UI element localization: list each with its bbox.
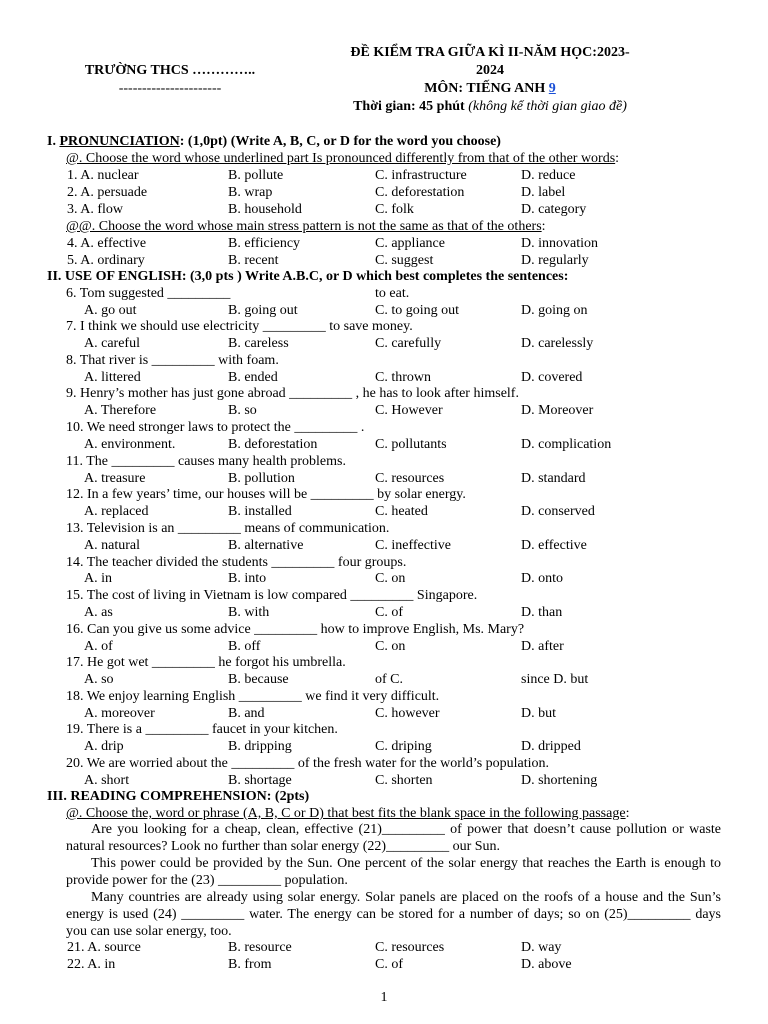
options-row	[0, 605, 768, 622]
option-a: 21. A. source	[67, 940, 141, 955]
option-c: C. driping	[375, 739, 432, 754]
passage-paragraph-1: Are you looking for a cheap, clean, effective (21)_________ of power that doesn’t cause pollution or waste natural resources? Look no further than solar energy (22)_________ our Sun.	[66, 822, 721, 854]
option-a: A. as	[84, 605, 113, 620]
option-d: D. after	[521, 639, 564, 654]
option-a: A. in	[84, 571, 112, 586]
option-b: B. alternative	[228, 538, 304, 553]
exam-title-line2: 2024	[476, 63, 504, 78]
option-c: of C.	[375, 672, 403, 687]
options-row	[0, 940, 768, 957]
option-d: D. effective	[521, 538, 587, 553]
question-stem	[0, 286, 768, 303]
option-b: B. recent	[228, 253, 279, 268]
options-row	[0, 303, 768, 320]
option-b: B. pollution	[228, 471, 295, 486]
option-d: D. regularly	[521, 253, 589, 268]
option-a: A. littered	[84, 370, 141, 385]
time-note: (không kể thời gian giao đề)	[468, 99, 627, 114]
question-stem	[0, 588, 768, 605]
section-1-instruction-1	[66, 151, 619, 168]
option-a: A. of	[84, 639, 113, 654]
option-b: B. household	[228, 202, 302, 217]
question-row	[0, 202, 768, 219]
option-a: A. go out	[84, 303, 137, 318]
option-c: C. however	[375, 706, 440, 721]
instr-2-text: @@. Choose the word whose main stress pattern is not the same as that of the others	[66, 219, 542, 234]
instr-1-text: @. Choose the word whose underlined part Is pronounced differently from that of the other words	[66, 151, 616, 166]
question-stem	[0, 420, 768, 437]
section-1-num: I.	[47, 134, 60, 149]
option-d: D. shortening	[521, 773, 598, 788]
options-row	[0, 571, 768, 588]
option-c: C. on	[375, 571, 406, 586]
question-stem	[0, 487, 768, 504]
option-a: A. moreover	[84, 706, 155, 721]
option-c: C. appliance	[375, 236, 445, 251]
question-stem	[0, 722, 768, 739]
question-12: 12. In a few years’ time, our houses will be _________ by solar energy.	[66, 487, 466, 502]
option-d: D. covered	[521, 370, 583, 385]
options-row	[0, 706, 768, 723]
option-a: A. careful	[84, 336, 140, 351]
option-c: C. ineffective	[375, 538, 451, 553]
option-b: B. and	[228, 706, 265, 721]
options-row	[0, 370, 768, 387]
option-a: 22. A. in	[67, 957, 116, 972]
option-a: 1. A. nuclear	[67, 168, 139, 183]
option-d: D. reduce	[521, 168, 576, 183]
options-row	[0, 437, 768, 454]
question-stem	[0, 756, 768, 773]
question-row	[0, 168, 768, 185]
option-a: A. Therefore	[84, 403, 157, 418]
question-stem	[0, 655, 768, 672]
option-c: C. However	[375, 403, 443, 418]
question-stem	[0, 521, 768, 538]
option-c: C. deforestation	[375, 185, 465, 200]
question-16: 16. Can you give us some advice _________ how to improve English, Ms. Mary?	[66, 622, 525, 637]
option-c: C. of	[375, 605, 403, 620]
subject-line	[300, 81, 680, 98]
option-a: A. environment.	[84, 437, 176, 452]
option-d: D. conserved	[521, 504, 595, 519]
question-6: 6. Tom suggested _________	[66, 286, 231, 301]
options-row	[0, 672, 768, 689]
option-d: D. standard	[521, 471, 586, 486]
section-3-instruction	[66, 806, 629, 823]
question-row	[0, 185, 768, 202]
section-3-title: III. READING COMPREHENSION: (2pts)	[47, 789, 310, 804]
instr-3-text: @. Choose the, word or phrase (A, B, C or D) that best fits the blank space in the following passage	[66, 806, 626, 821]
question-stem	[0, 689, 768, 706]
option-b: B. going out	[228, 303, 298, 318]
exam-title-line1: ĐỀ KIỂM TRA GIỮA KÌ II-NĂM HỌC:2023-	[350, 45, 630, 60]
options-row	[0, 739, 768, 756]
option-b: B. so	[228, 403, 257, 418]
option-c: C. resources	[375, 940, 445, 955]
option-c: C. to going out	[375, 303, 460, 318]
option-d: D. than	[521, 605, 563, 620]
question-stem	[0, 454, 768, 471]
option-b: B. wrap	[228, 185, 273, 200]
school-line: ----------------------	[118, 81, 222, 96]
option-c: C. on	[375, 639, 406, 654]
question-stem	[0, 622, 768, 639]
option-b: B. off	[228, 639, 261, 654]
question-9: 9. Henry’s mother has just gone abroad _________ , he has to look after himself.	[66, 386, 519, 401]
option-c: C. shorten	[375, 773, 433, 788]
option-b: B. ended	[228, 370, 278, 385]
option-a: A. drip	[84, 739, 124, 754]
option-c: C. resources	[375, 471, 445, 486]
option-d: D. but	[521, 706, 556, 721]
question-7: 7. I think we should use electricity _________ to save money.	[66, 319, 413, 334]
option-b: B. into	[228, 571, 267, 586]
option-b: B. installed	[228, 504, 292, 519]
question-13: 13. Television is an _________ means of communication.	[66, 521, 390, 536]
question-10: 10. We need stronger laws to protect the _________ .	[66, 420, 365, 435]
section-1-heading: PRONUNCIATION	[59, 134, 180, 149]
option-d: D. Moreover	[521, 403, 594, 418]
question-stem	[0, 386, 768, 403]
option-b: B. shortage	[228, 773, 292, 788]
options-row	[0, 504, 768, 521]
options-row	[0, 336, 768, 353]
option-b: B. because	[228, 672, 289, 687]
option-d: D. above	[521, 957, 572, 972]
option-b: B. with	[228, 605, 270, 620]
question-stem	[0, 319, 768, 336]
option-c: C. folk	[375, 202, 414, 217]
option-b: B. efficiency	[228, 236, 301, 251]
options-row	[0, 471, 768, 488]
option-d: D. going on	[521, 303, 588, 318]
question-20: 20. We are worried about the _________ of the fresh water for the world’s population.	[66, 756, 550, 771]
question-stem	[0, 353, 768, 370]
question-8: 8. That river is _________ with foam.	[66, 353, 279, 368]
question-17: 17. He got wet _________ he forgot his umbrella.	[66, 655, 346, 670]
option-d: D. label	[521, 185, 566, 200]
option-c: C. suggest	[375, 253, 434, 268]
question-6-end: to eat.	[375, 286, 410, 301]
option-c: C. infrastructure	[375, 168, 467, 183]
option-a: A. short	[84, 773, 130, 788]
section-1-rest: : (1,0pt) (Write A, B, C, or D for the word you choose)	[179, 134, 501, 149]
option-d: D. way	[521, 940, 562, 955]
option-c: C. pollutants	[375, 437, 447, 452]
instr-1-end: :	[615, 151, 620, 166]
option-b: B. pollute	[228, 168, 284, 183]
option-c: C. thrown	[375, 370, 431, 385]
option-d: since D. but	[521, 672, 589, 687]
passage-paragraph-3: Many countries are already using solar energy. Solar panels are placed on the roofs of a house and the Sun’s energy is used (24) _________ water. The energy can be stored for a number of days; so on (25)_________ days you can use solar energy, too.	[66, 890, 721, 939]
question-14: 14. The teacher divided the students _________ four groups.	[66, 555, 407, 570]
option-a: A. treasure	[84, 471, 146, 486]
question-row	[0, 253, 768, 270]
question-11: 11. The _________ causes many health problems.	[66, 454, 346, 469]
option-b: B. from	[228, 957, 272, 972]
option-a: A. replaced	[84, 504, 149, 519]
question-15: 15. The cost of living in Vietnam is low compared _________ Singapore.	[66, 588, 478, 603]
question-stem	[0, 555, 768, 572]
time-line	[300, 99, 680, 116]
grade-link[interactable]: 9	[548, 81, 556, 96]
option-d: D. onto	[521, 571, 563, 586]
school-name: TRƯỜNG THCS …………..	[84, 63, 256, 78]
option-d: D. innovation	[521, 236, 598, 251]
options-row	[0, 403, 768, 420]
option-b: B. resource	[228, 940, 292, 955]
passage-paragraph-2: This power could be provided by the Sun. One percent of the solar energy that reaches the Earth is enough to provide power for the (23) _________ population.	[66, 856, 721, 888]
options-row	[0, 538, 768, 555]
option-b: B. careless	[228, 336, 289, 351]
option-a: 5. A. ordinary	[67, 253, 145, 268]
option-c: C. carefully	[375, 336, 442, 351]
options-row	[0, 957, 768, 974]
question-18: 18. We enjoy learning English _________ we find it very difficult.	[66, 689, 440, 704]
option-a: A. natural	[84, 538, 140, 553]
option-b: B. deforestation	[228, 437, 318, 452]
option-a: 2. A. persuade	[67, 185, 148, 200]
option-a: 4. A. effective	[67, 236, 147, 251]
question-row	[0, 236, 768, 253]
option-b: B. dripping	[228, 739, 292, 754]
options-row	[0, 639, 768, 656]
section-1-instruction-2	[66, 219, 546, 236]
time-label: Thời gian: 45 phút	[353, 99, 469, 114]
instr-2-end: :	[541, 219, 546, 234]
question-19: 19. There is a _________ faucet in your kitchen.	[66, 722, 338, 737]
option-d: D. complication	[521, 437, 612, 452]
option-a: 3. A. flow	[67, 202, 123, 217]
option-d: D. dripped	[521, 739, 581, 754]
section-2-title: II. USE OF ENGLISH: (3,0 pts ) Write A.B.C, or D which best completes the sentences:	[47, 269, 569, 284]
option-a: A. so	[84, 672, 114, 687]
option-c: C. heated	[375, 504, 428, 519]
options-row	[0, 773, 768, 790]
instr-3-end: :	[625, 806, 630, 821]
page-number: 1	[380, 990, 388, 1005]
option-d: D. carelessly	[521, 336, 594, 351]
subject-prefix: MÔN: TIẾNG ANH	[424, 81, 549, 96]
option-c: C. of	[375, 957, 403, 972]
option-d: D. category	[521, 202, 587, 217]
section-1-title	[47, 134, 501, 151]
